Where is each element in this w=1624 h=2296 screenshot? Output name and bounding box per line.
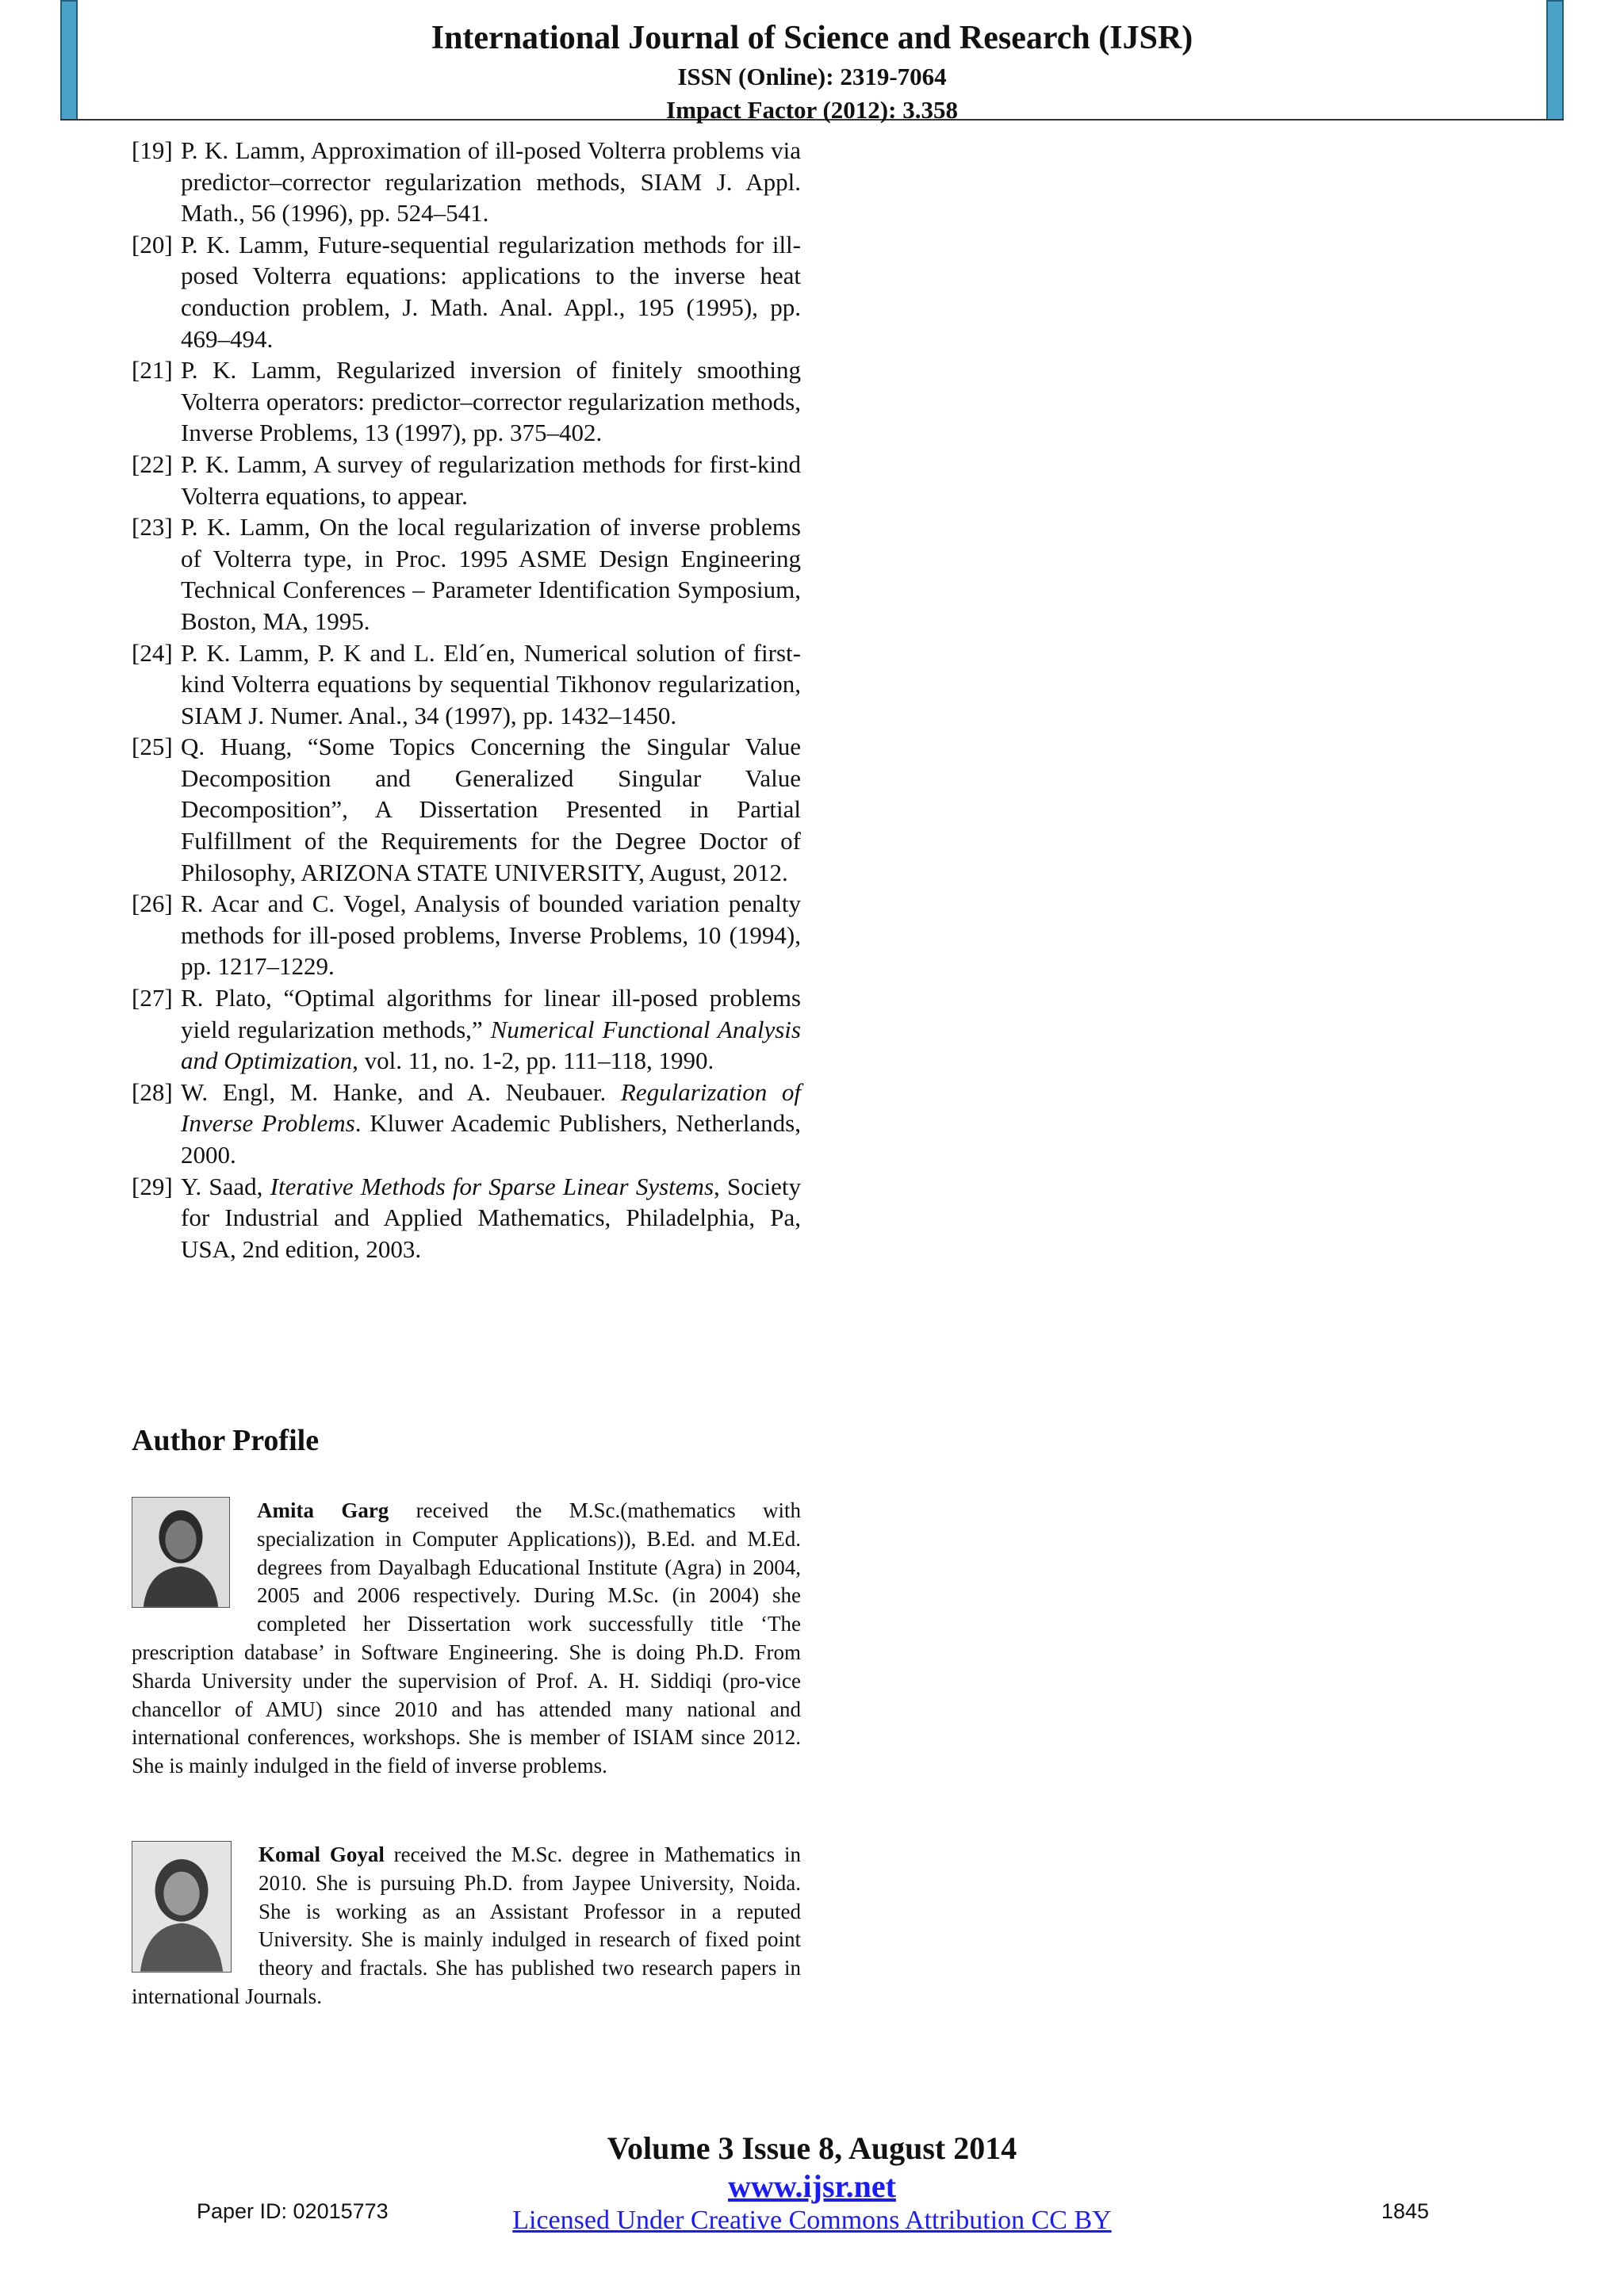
- page-number: 1845: [1381, 2199, 1430, 2223]
- reference-item: [132, 229, 801, 354]
- reference-title-italic: Iterative Methods for Sparse Linear Systems: [270, 1172, 714, 1200]
- reference-text: [181, 511, 801, 637]
- reference-item: [132, 511, 801, 637]
- portrait-icon: [132, 1498, 229, 1607]
- author-bio: received the M.Sc.(mathematics with specialization in Computer Applications)), B.Ed. and M.Ed. degrees from Dayalbagh Educational Institute (Agra) in 2004, 2005 and 2006 respectively. During M.Sc. (in 2004) she completed her Dissertation work successfully title ‘The prescription database’ in Software Engineering. She is doing Ph.D. From Sharda University under the supervision of Prof. A. H. Siddiqi (pro-vice chancellor of AMU) since 2010 and has attended many national and international conferences, workshops. She is member of ISIAM since 2012. She is mainly indulged in the field of inverse problems.: [132, 1498, 802, 1778]
- reference-text-segment: P. K. Lamm, Future-sequential regularization methods for ill-posed Volterra equations: applications to the inverse heat conduction problem, J. Math. Anal. Appl., 195 (1995), pp. 469–494.: [181, 230, 801, 353]
- reference-text-segment: , vol. 11, no. 1-2, pp. 111–118, 1990.: [352, 1047, 714, 1075]
- portrait-icon: [132, 1842, 231, 1972]
- reference-title-italic: Numerical Functional Analysis and Optimization: [181, 1015, 801, 1075]
- reference-number: [29]: [132, 1172, 173, 1200]
- author-name: Komal Goyal: [259, 1843, 385, 1866]
- reference-item: [132, 637, 801, 732]
- journal-header: [0, 16, 1624, 127]
- reference-number: [24]: [132, 638, 173, 667]
- reference-item: [132, 982, 801, 1077]
- reference-text: [181, 637, 801, 732]
- reference-number: [27]: [132, 984, 173, 1012]
- reference-text-segment: , Society for Industrial and Applied Mathematics, Philadelphia, Pa, USA, 2nd edition, 2003.: [181, 1172, 801, 1263]
- reference-text-segment: Y. Saad,: [181, 1172, 270, 1200]
- reference-text: [181, 135, 801, 229]
- issn: ISSN (Online): 2319-7064: [677, 63, 947, 90]
- reference-item: [132, 354, 801, 449]
- paper-id: Paper ID: 02015773: [197, 2199, 389, 2223]
- reference-text: [181, 354, 801, 449]
- author-photo: [132, 1841, 232, 1973]
- reference-number: [19]: [132, 136, 173, 164]
- reference-text: [181, 1077, 801, 1171]
- reference-text-segment: P. K. Lamm, Approximation of ill-posed Volterra problems via predictor–corrector regularization methods, SIAM J. Appl. Math., 56 (1996), pp. 524–541.: [181, 136, 801, 228]
- reference-item: [132, 888, 801, 982]
- author-photo: [132, 1497, 230, 1608]
- reference-text-segment: R. Plato, “Optimal algorithms for linear ill-posed problems yield regularization methods,”: [181, 984, 801, 1043]
- reference-item: [132, 135, 801, 229]
- reference-text-segment: P. K. Lamm, On the local regularization of inverse problems of Volterra type, in Proc. 1995 ASME Design Engineering Technical Conferences – Parameter Identification Symposium, Boston, MA, 1995.: [181, 513, 801, 635]
- journal-website-link[interactable]: www.ijsr.net: [728, 2168, 896, 2204]
- reference-text: [181, 1171, 801, 1265]
- impact-factor: Impact Factor (2012): 3.358: [666, 96, 958, 124]
- reference-text-segment: . Kluwer Academic Publishers, Netherlands, 2000.: [181, 1109, 801, 1169]
- reference-number: [28]: [132, 1077, 173, 1106]
- reference-number: [22]: [132, 450, 173, 478]
- reference-title-italic: Regularization of Inverse Problems: [181, 1077, 801, 1138]
- reference-text: [181, 982, 801, 1077]
- reference-item: [132, 1077, 801, 1171]
- reference-text-segment: R. Acar and C. Vogel, Analysis of bounded variation penalty methods for ill-posed problems, Inverse Problems, 10 (1994), pp. 1217–1229.: [181, 890, 801, 981]
- reference-text: [181, 888, 801, 982]
- reference-list: [132, 135, 801, 1265]
- reference-number: [25]: [132, 733, 173, 761]
- reference-number: [23]: [132, 513, 173, 541]
- reference-number: [26]: [132, 890, 173, 918]
- author-bio: received the M.Sc. degree in Mathematics in 2010. She is pursuing Ph.D. from Jaypee University, Noida. She is working as an Assistant Professor in a reputed University. She is mainly indulged in research of fixed point theory and fractals. She has published two research papers in international Journals.: [132, 1843, 802, 2008]
- author-profile-heading: Author Profile: [132, 1424, 320, 1457]
- author-profile-2: [132, 1841, 801, 2011]
- author-profile-1: [132, 1497, 801, 1781]
- reference-text-segment: P. K. Lamm, P. K and L. Eld´en, Numerical solution of first-kind Volterra equations by sequential Tikhonov regularization, SIAM J. Numer. Anal., 34 (1997), pp. 1432–1450.: [181, 638, 801, 729]
- volume-issue: Volume 3 Issue 8, August 2014: [607, 2130, 1017, 2166]
- reference-item: [132, 1171, 801, 1265]
- reference-number: [20]: [132, 230, 173, 258]
- reference-text-segment: P. K. Lamm, A survey of regularization methods for first-kind Volterra equations, to appear.: [181, 450, 801, 510]
- reference-text-segment: W. Engl, M. Hanke, and A. Neubauer.: [181, 1077, 621, 1106]
- reference-text: [181, 449, 801, 511]
- reference-item: [132, 731, 801, 888]
- license-link[interactable]: Licensed Under Creative Commons Attribution CC BY: [512, 2206, 1112, 2235]
- reference-item: [132, 449, 801, 511]
- reference-text-segment: P. K. Lamm, Regularized inversion of finitely smoothing Volterra operators: predictor–corrector regularization methods, Inverse Problems, 13 (1997), pp. 375–402.: [181, 356, 801, 447]
- author-name: Amita Garg: [257, 1498, 389, 1522]
- reference-text: [181, 229, 801, 354]
- reference-number: [21]: [132, 356, 173, 385]
- reference-text: [181, 731, 801, 888]
- journal-title: International Journal of Science and Research (IJSR): [431, 20, 1193, 56]
- reference-text-segment: Q. Huang, “Some Topics Concerning the Singular Value Decomposition and Generalized Singular Value Decomposition”, A Dissertation Presented in Partial Fulfillment of the Requirements for the Degree Doctor of Philosophy, ARIZONA STATE UNIVERSITY, August, 2012.: [181, 733, 801, 886]
